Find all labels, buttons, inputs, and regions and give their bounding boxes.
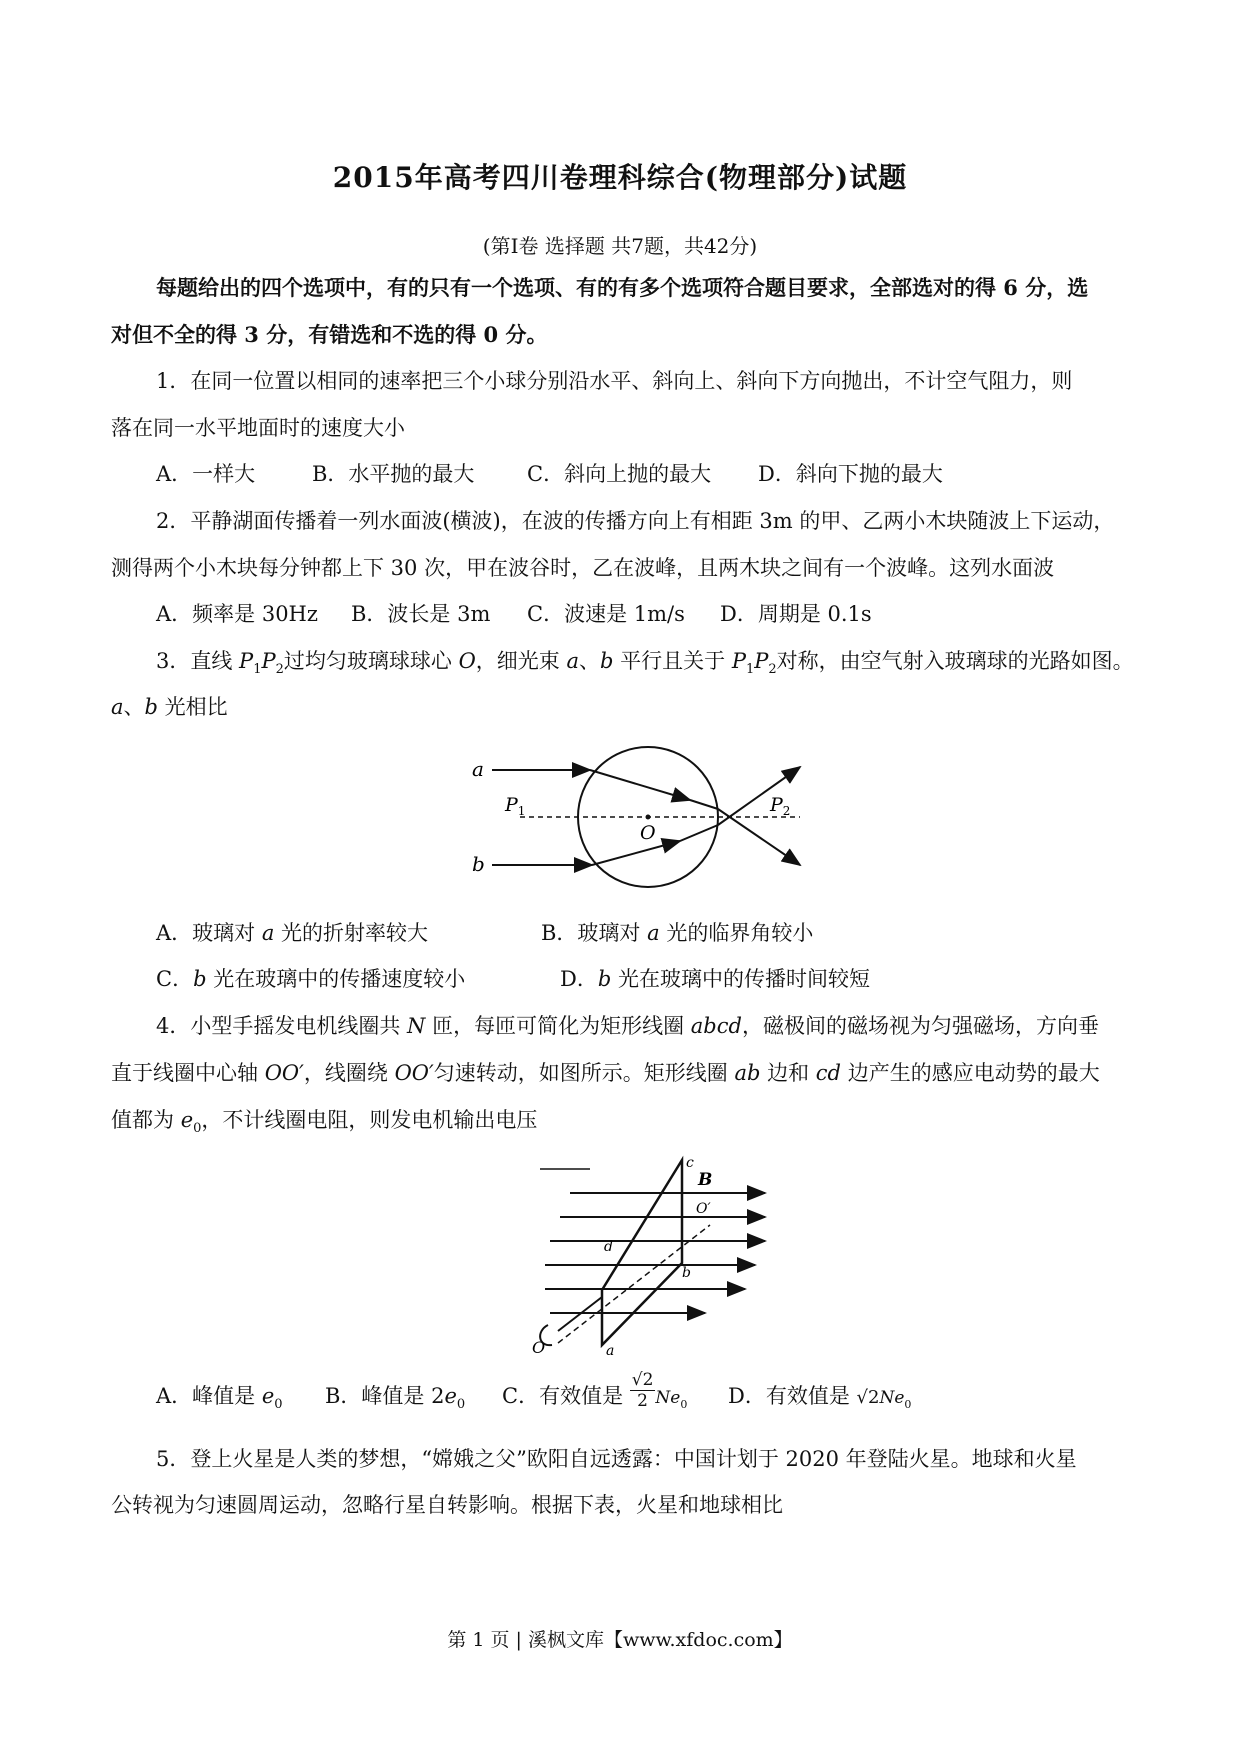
q4-var: OO′ — [264, 1061, 304, 1085]
q4-text: C．有效值是 — [502, 1384, 630, 1408]
q2-line-1: 2．平静湖面传播着一列水面波(横波)，在波的传播方向上有相距 3m 的甲、乙两小木块随波上下运动， — [156, 509, 1115, 533]
q3-sub: 1 — [253, 662, 262, 678]
q3-text: 、 — [123, 695, 145, 719]
q4-option-c — [502, 1370, 688, 1420]
q1-option-a: A．一样大 — [156, 462, 256, 486]
page-title: 2015年高考四川卷理科综合(物理部分)试题 — [332, 161, 908, 194]
q3-var: b — [193, 967, 207, 991]
q4-var: cd — [815, 1061, 842, 1085]
q3-var: b — [597, 967, 612, 991]
rotation-axis — [558, 1225, 710, 1343]
label-b: b — [472, 852, 485, 876]
q3-var: P — [731, 649, 746, 673]
rectangular-coil — [602, 1160, 682, 1345]
q3-var: P — [261, 649, 276, 673]
page-footer: 第 1 页 | 溪枫文库【www.xfdoc.com】 — [447, 1629, 793, 1651]
q4-sub: 0 — [680, 1398, 688, 1412]
q5-line-1: 5．登上火星是人类的梦想，“嫦娥之父”欧阳自远透露：中国计划于 2020 年登陆火星。地球和火星 — [156, 1447, 1077, 1471]
q4-option-d — [728, 1381, 911, 1420]
q3-var: b — [600, 649, 614, 673]
label-p2: $P_2$ — [770, 794, 791, 818]
q4-text: 匀速转动，如图所示。矩形线圈 — [433, 1061, 735, 1085]
q3-option-b — [541, 918, 813, 948]
fraction-numerator: √2 — [631, 1370, 654, 1390]
q3-text: ，细光束 — [475, 649, 567, 673]
instructions-line-1: 每题给出的四个选项中，有的只有一个选项、有的有多个选项符合题目要求，全部选对的得 6 分，选 — [156, 275, 1089, 300]
label-a: a — [472, 757, 484, 781]
q3-var: P — [754, 649, 769, 673]
section-subtitle: (第Ⅰ卷 选择题 共7题，共42分) — [482, 234, 758, 258]
q4-text: 值都为 — [111, 1108, 181, 1132]
fraction — [630, 1370, 656, 1411]
q4-text: D．有效值是 — [728, 1384, 857, 1408]
q4-var: N — [407, 1014, 426, 1038]
q3-option-c — [156, 964, 465, 994]
q3-text: 对称，由空气射入玻璃球的光路如图。 — [776, 649, 1134, 673]
q3-var: a — [566, 649, 580, 673]
label-p1: $P_1$ — [505, 794, 526, 818]
q4-text: 4．小型手摇发电机线圈共 — [156, 1014, 408, 1038]
q3-var: P — [239, 649, 254, 673]
q3-option-d — [560, 964, 870, 994]
q4-text: 匝，每匝可简化为矩形线圈 — [425, 1014, 691, 1038]
q4-text: 直于线圈中心轴 — [111, 1061, 265, 1085]
q3-text: 过均匀玻璃球球心 — [283, 649, 459, 673]
q4-generator-figure — [520, 1155, 780, 1355]
q3-line-1 — [156, 646, 1134, 685]
q4-text: ，磁极间的磁场视为匀强磁场，方向垂 — [741, 1014, 1099, 1038]
q3-text: 平行且关于 — [613, 649, 732, 673]
q4-var: Ne — [655, 1388, 681, 1408]
q4-var: Ne — [879, 1388, 905, 1408]
q3-line-2 — [111, 692, 228, 722]
q3-optics-figure — [470, 745, 830, 905]
q4-line-3 — [111, 1105, 537, 1144]
q3-text: C． — [156, 967, 194, 991]
instructions-line-2: 对但不全的得 3 分，有错选和不选的得 0 分。 — [111, 322, 548, 347]
q3-text: 光的临界角较小 — [659, 921, 814, 945]
label-a: a — [606, 1343, 615, 1355]
label-c: c — [686, 1155, 694, 1171]
q4-var: abcd — [690, 1014, 742, 1038]
q3-text: 、 — [579, 649, 601, 673]
q3-var: O — [458, 649, 476, 673]
q4-sub: 0 — [274, 1397, 283, 1413]
label-o: O — [640, 822, 656, 844]
q4-sub: 0 — [193, 1121, 202, 1137]
q4-text: 边和 — [760, 1061, 816, 1085]
q3-sub: 2 — [768, 662, 777, 678]
q3-text: 3．直线 — [156, 649, 240, 673]
q4-var: e — [180, 1108, 194, 1132]
q4-text: B．峰值是 2 — [325, 1384, 445, 1408]
q2-option-d: D．周期是 0.1s — [720, 602, 872, 626]
q1-option-c: C．斜向上抛的最大 — [527, 462, 712, 486]
q3-text: A．玻璃对 — [156, 921, 262, 945]
q2-option-c: C．波速是 1m/s — [527, 602, 685, 626]
q2-option-b: B．波长是 3m — [351, 602, 491, 626]
q1-line-1: 1．在同一位置以相同的速率把三个小球分别沿水平、斜向上、斜向下方向抛出，不计空气阻力，则 — [156, 369, 1073, 393]
q4-sub: 0 — [904, 1398, 912, 1412]
q3-text: 光的折射率较大 — [274, 921, 429, 945]
q4-sqrt: √2 — [856, 1387, 880, 1408]
label-b-corner: b — [682, 1265, 691, 1281]
q3-text: D． — [560, 967, 598, 991]
q1-option-d: D．斜向下抛的最大 — [758, 462, 943, 486]
q2-line-2: 测得两个小木块每分钟都上下 30 次，甲在波谷时，乙在波峰，且两木块之间有一个波峰。这列水面波 — [111, 556, 1055, 580]
q3-var: a — [111, 695, 124, 719]
q3-var: b — [144, 695, 158, 719]
q1-option-b: B．水平抛的最大 — [312, 462, 475, 486]
q3-var: a — [647, 921, 660, 945]
q4-sub: 0 — [456, 1397, 466, 1413]
q3-option-a — [156, 918, 428, 948]
q4-text: ，不计线圈电阻，则发电机输出电压 — [201, 1108, 538, 1132]
q4-var: OO′ — [394, 1061, 434, 1085]
center-point — [646, 815, 651, 820]
q2-option-a: A．频率是 30Hz — [156, 602, 318, 626]
label-d: d — [604, 1239, 613, 1255]
q4-line-1 — [156, 1011, 1099, 1041]
q3-sub: 2 — [275, 662, 284, 678]
q1-line-2: 落在同一水平地面时的速度大小 — [111, 416, 405, 440]
q5-line-2: 公转视为匀速圆周运动，忽略行星自转影响。根据下表，火星和地球相比 — [111, 1493, 783, 1517]
q3-text: 光相比 — [157, 695, 228, 719]
q4-line-2 — [111, 1058, 1100, 1088]
ray-a-refract — [590, 770, 690, 800]
q4-option-b — [325, 1381, 465, 1420]
q4-text: ，线圈绕 — [303, 1061, 395, 1085]
ray-b-inside — [680, 825, 718, 841]
q3-var: a — [261, 921, 275, 945]
q3-sub: 1 — [745, 662, 755, 678]
label-O: O — [532, 1338, 546, 1355]
ray-a-inside — [690, 800, 718, 809]
q3-text: 光在玻璃中的传播时间较短 — [611, 967, 870, 991]
label-O-prime: O′ — [696, 1201, 711, 1217]
q4-text: A．峰值是 — [156, 1384, 262, 1408]
q3-text: B．玻璃对 — [541, 921, 648, 945]
q4-var: e — [444, 1384, 457, 1408]
q4-var: e — [261, 1384, 275, 1408]
q4-option-a — [156, 1381, 283, 1420]
ray-b-refract — [592, 841, 680, 865]
q4-var: ab — [734, 1061, 761, 1085]
fraction-denominator: 2 — [637, 1391, 648, 1411]
q4-text: 边产生的感应电动势的最大 — [841, 1061, 1100, 1085]
label-B: B — [698, 1170, 713, 1190]
q3-text: 光在玻璃中的传播速度较小 — [206, 967, 466, 991]
